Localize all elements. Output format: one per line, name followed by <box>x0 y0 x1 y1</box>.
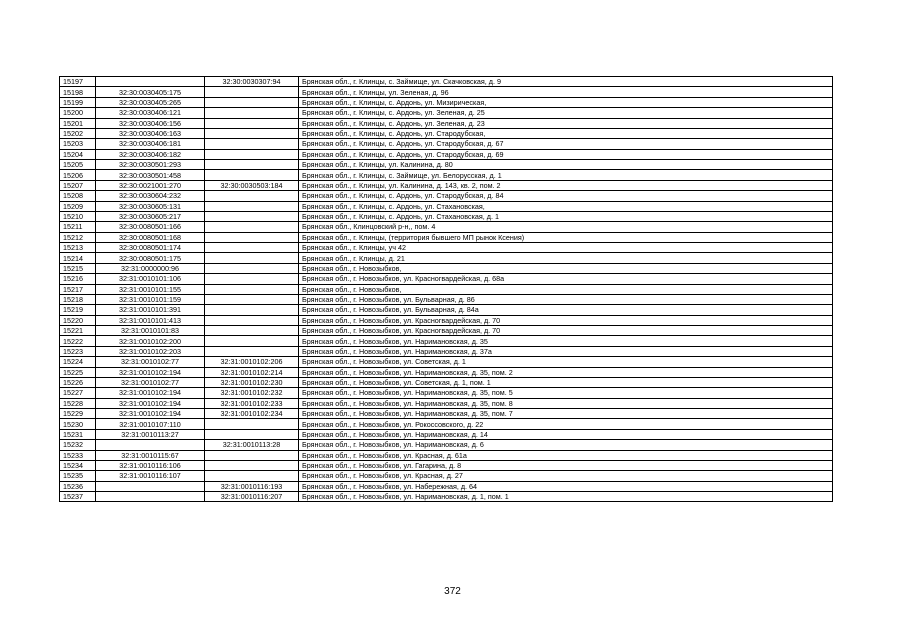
building-cadastral-cell <box>205 346 299 356</box>
address-cell: Брянская обл., г. Новозыбков, ул. Наримановская, д. 37а <box>299 346 833 356</box>
building-cadastral-cell <box>205 97 299 107</box>
cadastral-number-cell: 32:30:0030605:217 <box>96 211 205 221</box>
address-cell: Брянская обл., г. Клинцы, с. Ардонь, ул. Стародубская, <box>299 128 833 138</box>
building-cadastral-cell <box>205 253 299 263</box>
address-cell: Брянская обл., г. Новозыбков, ул. Бульварная, д. 86 <box>299 294 833 304</box>
cadastral-number-cell <box>96 77 205 87</box>
row-number-cell: 15211 <box>60 222 96 232</box>
table-row <box>60 357 833 367</box>
building-cadastral-cell <box>205 284 299 294</box>
building-cadastral-cell: 32:30:0030307:94 <box>205 77 299 87</box>
page-number: 372 <box>444 586 461 597</box>
cadastral-number-cell: 32:31:0010102:194 <box>96 388 205 398</box>
table-row <box>60 398 833 408</box>
building-cadastral-cell: 32:31:0010102:214 <box>205 367 299 377</box>
address-cell: Брянская обл., г. Новозыбков, ул. Набережная, д. 64 <box>299 481 833 491</box>
address-cell: Брянская обл., г. Новозыбков, ул. Советская, д. 1, пом. 1 <box>299 377 833 387</box>
row-number-cell: 15234 <box>60 460 96 470</box>
building-cadastral-cell <box>205 201 299 211</box>
building-cadastral-cell <box>205 471 299 481</box>
table-row <box>60 409 833 419</box>
cadastral-number-cell: 32:31:0010102:194 <box>96 367 205 377</box>
property-register-table <box>59 76 833 502</box>
table-row <box>60 284 833 294</box>
table-row <box>60 191 833 201</box>
row-number-cell: 15207 <box>60 180 96 190</box>
row-number-cell: 15230 <box>60 419 96 429</box>
address-cell: Брянская обл., г. Клинцы, с. Ардонь, ул. Мизирическая, <box>299 97 833 107</box>
cadastral-number-cell: 32:31:0010101:391 <box>96 305 205 315</box>
table-row <box>60 388 833 398</box>
row-number-cell: 15202 <box>60 128 96 138</box>
address-cell: Брянская обл., г. Новозыбков, <box>299 263 833 273</box>
table-row <box>60 305 833 315</box>
cadastral-number-cell: 32:31:0010102:203 <box>96 346 205 356</box>
table-row <box>60 460 833 470</box>
cadastral-number-cell: 32:30:0080501:174 <box>96 243 205 253</box>
table-row <box>60 149 833 159</box>
cadastral-number-cell: 32:30:0030406:163 <box>96 128 205 138</box>
building-cadastral-cell <box>205 305 299 315</box>
row-number-cell: 15236 <box>60 481 96 491</box>
address-cell: Брянская обл., г. Новозыбков, ул. Наримановская, д. 35 <box>299 336 833 346</box>
table-row <box>60 108 833 118</box>
table-row <box>60 222 833 232</box>
cadastral-number-cell: 32:31:0010116:106 <box>96 460 205 470</box>
cadastral-number-cell: 32:30:0030406:182 <box>96 149 205 159</box>
address-cell: Брянская обл., г. Новозыбков, ул. Красная, д. 27 <box>299 471 833 481</box>
row-number-cell: 15198 <box>60 87 96 97</box>
address-cell: Брянская обл., г. Новозыбков, ул. Красногвардейская, д. 68а <box>299 274 833 284</box>
cadastral-number-cell: 32:31:0010102:200 <box>96 336 205 346</box>
address-cell: Брянская обл., г. Клинцы, ул. Калинина, д. 143, кв. 2, пом. 2 <box>299 180 833 190</box>
cadastral-number-cell: 32:30:0030406:121 <box>96 108 205 118</box>
building-cadastral-cell <box>205 460 299 470</box>
cadastral-number-cell: 32:31:0010102:77 <box>96 357 205 367</box>
row-number-cell: 15197 <box>60 77 96 87</box>
address-cell: Брянская обл., г. Клинцы, ул. Калинина, д. 80 <box>299 160 833 170</box>
address-cell: Брянская обл., г. Новозыбков, ул. Красная, д. 61а <box>299 450 833 460</box>
building-cadastral-cell <box>205 429 299 439</box>
building-cadastral-cell <box>205 419 299 429</box>
row-number-cell: 15226 <box>60 377 96 387</box>
address-cell: Брянская обл., г. Клинцы, с. Ардонь, ул. Стародубская, д. 84 <box>299 191 833 201</box>
row-number-cell: 15232 <box>60 440 96 450</box>
address-cell: Брянская обл., г. Новозыбков, ул. Красногвардейская, д. 70 <box>299 326 833 336</box>
address-cell: Брянская обл., г. Новозыбков, ул. Наримановская, д. 6 <box>299 440 833 450</box>
table-row <box>60 471 833 481</box>
row-number-cell: 15223 <box>60 346 96 356</box>
row-number-cell: 15201 <box>60 118 96 128</box>
row-number-cell: 15209 <box>60 201 96 211</box>
row-number-cell: 15231 <box>60 429 96 439</box>
table-row <box>60 481 833 491</box>
cadastral-number-cell <box>96 440 205 450</box>
building-cadastral-cell <box>205 294 299 304</box>
cadastral-number-cell: 32:30:0030405:265 <box>96 97 205 107</box>
building-cadastral-cell: 32:31:0010102:233 <box>205 398 299 408</box>
row-number-cell: 15235 <box>60 471 96 481</box>
address-cell: Брянская обл., г. Новозыбков, ул. Наримановская, д. 1, пом. 1 <box>299 492 833 502</box>
address-cell: Брянская обл., г. Клинцы, д. 21 <box>299 253 833 263</box>
building-cadastral-cell <box>205 139 299 149</box>
cadastral-number-cell: 32:30:0030406:181 <box>96 139 205 149</box>
row-number-cell: 15216 <box>60 274 96 284</box>
building-cadastral-cell <box>205 222 299 232</box>
building-cadastral-cell <box>205 87 299 97</box>
address-cell: Брянская обл., г. Клинцы, с. Ардонь, ул. Стахановская, <box>299 201 833 211</box>
building-cadastral-cell: 32:31:0010102:206 <box>205 357 299 367</box>
row-number-cell: 15200 <box>60 108 96 118</box>
row-number-cell: 15225 <box>60 367 96 377</box>
table-row <box>60 128 833 138</box>
building-cadastral-cell <box>205 315 299 325</box>
building-cadastral-cell: 32:31:0010113:28 <box>205 440 299 450</box>
address-cell: Брянская обл., г. Клинцы, с. Ардонь, ул. Зеленая, д. 23 <box>299 118 833 128</box>
cadastral-number-cell: 32:30:0021001:270 <box>96 180 205 190</box>
table-row <box>60 232 833 242</box>
cadastral-number-cell: 32:31:0010102:194 <box>96 398 205 408</box>
address-cell: Брянская обл., г. Клинцы, с. Ардонь, ул. Стахановская, д. 1 <box>299 211 833 221</box>
row-number-cell: 15206 <box>60 170 96 180</box>
cadastral-number-cell: 32:31:0010102:194 <box>96 409 205 419</box>
address-cell: Брянская обл., г. Новозыбков, ул. Рокоссовского, д. 22 <box>299 419 833 429</box>
address-cell: Брянская обл., г. Новозыбков, ул. Красногвардейская, д. 70 <box>299 315 833 325</box>
building-cadastral-cell <box>205 243 299 253</box>
address-cell: Брянская обл., г. Новозыбков, ул. Наримановская, д. 14 <box>299 429 833 439</box>
cadastral-number-cell <box>96 481 205 491</box>
cadastral-number-cell: 32:30:0080501:166 <box>96 222 205 232</box>
building-cadastral-cell <box>205 326 299 336</box>
building-cadastral-cell <box>205 274 299 284</box>
row-number-cell: 15212 <box>60 232 96 242</box>
cadastral-number-cell: 32:31:0000000:96 <box>96 263 205 273</box>
cadastral-number-cell <box>96 492 205 502</box>
cadastral-number-cell: 32:31:0010101:159 <box>96 294 205 304</box>
row-number-cell: 15204 <box>60 149 96 159</box>
address-cell: Брянская обл., Клинцовский р-н,, пом. 4 <box>299 222 833 232</box>
building-cadastral-cell <box>205 149 299 159</box>
building-cadastral-cell <box>205 336 299 346</box>
row-number-cell: 15227 <box>60 388 96 398</box>
building-cadastral-cell <box>205 128 299 138</box>
cadastral-number-cell: 32:30:0080501:168 <box>96 232 205 242</box>
table-row <box>60 346 833 356</box>
cadastral-number-cell: 32:31:0010102:77 <box>96 377 205 387</box>
table-row <box>60 243 833 253</box>
row-number-cell: 15213 <box>60 243 96 253</box>
table-row <box>60 77 833 87</box>
table-row <box>60 170 833 180</box>
table-row <box>60 429 833 439</box>
row-number-cell: 15220 <box>60 315 96 325</box>
table-row <box>60 419 833 429</box>
building-cadastral-cell: 32:30:0030503:184 <box>205 180 299 190</box>
table-row <box>60 211 833 221</box>
row-number-cell: 15208 <box>60 191 96 201</box>
cadastral-number-cell: 32:31:0010115:67 <box>96 450 205 460</box>
table-row <box>60 253 833 263</box>
cadastral-number-cell: 32:30:0030406:156 <box>96 118 205 128</box>
table-row <box>60 118 833 128</box>
row-number-cell: 15205 <box>60 160 96 170</box>
building-cadastral-cell <box>205 160 299 170</box>
building-cadastral-cell: 32:31:0010102:230 <box>205 377 299 387</box>
table-row <box>60 440 833 450</box>
building-cadastral-cell: 32:31:0010116:193 <box>205 481 299 491</box>
row-number-cell: 15215 <box>60 263 96 273</box>
row-number-cell: 15233 <box>60 450 96 460</box>
cadastral-number-cell: 32:30:0030605:131 <box>96 201 205 211</box>
table-row <box>60 294 833 304</box>
cadastral-number-cell: 32:31:0010107:110 <box>96 419 205 429</box>
table-row <box>60 377 833 387</box>
address-cell: Брянская обл., г. Новозыбков, ул. Наримановская, д. 35, пом. 8 <box>299 398 833 408</box>
table-row <box>60 97 833 107</box>
cadastral-number-cell: 32:30:0030604:232 <box>96 191 205 201</box>
building-cadastral-cell: 32:31:0010102:234 <box>205 409 299 419</box>
table-row <box>60 450 833 460</box>
address-cell: Брянская обл., г. Новозыбков, ул. Наримановская, д. 35, пом. 7 <box>299 409 833 419</box>
row-number-cell: 15229 <box>60 409 96 419</box>
address-cell: Брянская обл., г. Клинцы, с. Ардонь, ул. Зеленая, д. 25 <box>299 108 833 118</box>
address-cell: Брянская обл., г. Новозыбков, ул. Наримановская, д. 35, пом. 2 <box>299 367 833 377</box>
address-cell: Брянская обл., г. Новозыбков, ул. Бульварная, д. 84а <box>299 305 833 315</box>
cadastral-number-cell: 32:31:0010101:413 <box>96 315 205 325</box>
address-cell: Брянская обл., г. Новозыбков, <box>299 284 833 294</box>
address-cell: Брянская обл., г. Клинцы, с. Ардонь, ул. Стародубская, д. 69 <box>299 149 833 159</box>
building-cadastral-cell <box>205 450 299 460</box>
row-number-cell: 15214 <box>60 253 96 263</box>
row-number-cell: 15222 <box>60 336 96 346</box>
row-number-cell: 15210 <box>60 211 96 221</box>
row-number-cell: 15219 <box>60 305 96 315</box>
cadastral-number-cell: 32:30:0030405:175 <box>96 87 205 97</box>
table-row <box>60 492 833 502</box>
building-cadastral-cell <box>205 211 299 221</box>
table-row <box>60 201 833 211</box>
address-cell: Брянская обл., г. Клинцы, с. Займище, ул. Белорусская, д. 1 <box>299 170 833 180</box>
address-cell: Брянская обл., г. Новозыбков, ул. Наримановская, д. 35, пом. 5 <box>299 388 833 398</box>
row-number-cell: 15221 <box>60 326 96 336</box>
table-row <box>60 367 833 377</box>
building-cadastral-cell: 32:31:0010102:232 <box>205 388 299 398</box>
cadastral-number-cell: 32:31:0010101:106 <box>96 274 205 284</box>
row-number-cell: 15199 <box>60 97 96 107</box>
address-cell: Брянская обл., г. Клинцы, ул. Зеленая, д. 96 <box>299 87 833 97</box>
building-cadastral-cell <box>205 232 299 242</box>
cadastral-number-cell: 32:31:0010101:155 <box>96 284 205 294</box>
row-number-cell: 15228 <box>60 398 96 408</box>
building-cadastral-cell <box>205 263 299 273</box>
table-row <box>60 139 833 149</box>
table-row <box>60 87 833 97</box>
address-cell: Брянская обл., г. Новозыбков, ул. Советская, д. 1 <box>299 357 833 367</box>
row-number-cell: 15237 <box>60 492 96 502</box>
table-row <box>60 160 833 170</box>
cadastral-number-cell: 32:30:0030501:293 <box>96 160 205 170</box>
row-number-cell: 15218 <box>60 294 96 304</box>
table-row <box>60 315 833 325</box>
row-number-cell: 15224 <box>60 357 96 367</box>
cadastral-number-cell: 32:30:0030501:458 <box>96 170 205 180</box>
address-cell: Брянская обл., г. Клинцы, с. Ардонь, ул. Стародубская, д. 67 <box>299 139 833 149</box>
building-cadastral-cell: 32:31:0010116:207 <box>205 492 299 502</box>
table-row <box>60 326 833 336</box>
row-number-cell: 15217 <box>60 284 96 294</box>
building-cadastral-cell <box>205 191 299 201</box>
table-row <box>60 274 833 284</box>
building-cadastral-cell <box>205 108 299 118</box>
table-body <box>60 77 833 502</box>
row-number-cell: 15203 <box>60 139 96 149</box>
cadastral-number-cell: 32:31:0010113:27 <box>96 429 205 439</box>
address-cell: Брянская обл., г. Клинцы, уч 42 <box>299 243 833 253</box>
cadastral-number-cell: 32:31:0010116:107 <box>96 471 205 481</box>
building-cadastral-cell <box>205 170 299 180</box>
address-cell: Брянская обл., г. Клинцы, (территория бывшего МП рынок Ксения) <box>299 232 833 242</box>
address-cell: Брянская обл., г. Клинцы, с. Займище, ул. Скачковская, д. 9 <box>299 77 833 87</box>
cadastral-number-cell: 32:31:0010101:83 <box>96 326 205 336</box>
address-cell: Брянская обл., г. Новозыбков, ул. Гагарина, д. 8 <box>299 460 833 470</box>
table-row <box>60 336 833 346</box>
table-row <box>60 180 833 190</box>
table-row <box>60 263 833 273</box>
building-cadastral-cell <box>205 118 299 128</box>
cadastral-number-cell: 32:30:0080501:175 <box>96 253 205 263</box>
